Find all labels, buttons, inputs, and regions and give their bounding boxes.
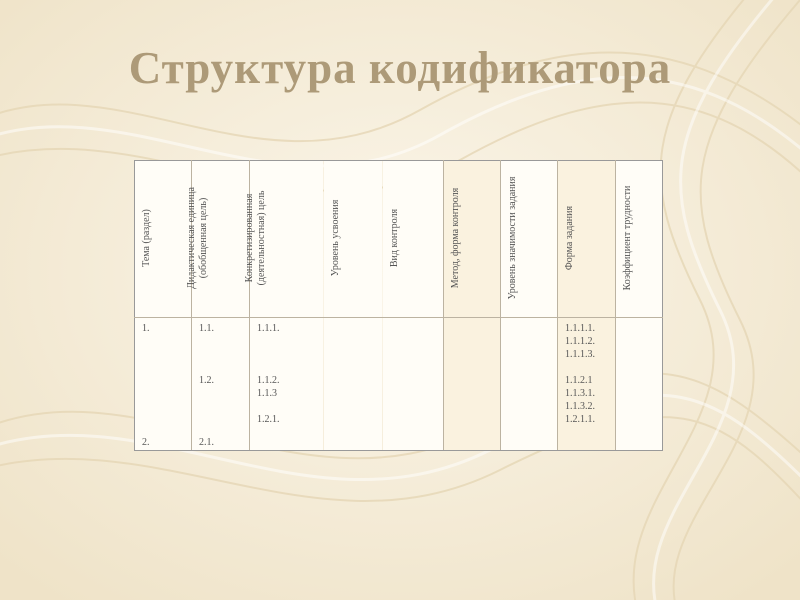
unit-code: 1.1. [199,323,214,334]
goal-code: 1.1.3 [257,388,277,399]
slide-title: Структура кодификатора [128,43,672,93]
topic-code: 2. [142,437,150,448]
unit-codes [199,322,214,387]
form-code: 1.1.3.1. [565,388,595,399]
form-code: 1.1.2.1 [565,375,593,386]
cell-didactic-unit [192,318,250,451]
cell-control-type [383,318,444,451]
cell-significance-level [501,318,558,451]
column-header-difficulty [616,161,663,318]
column-header-label: Уровень значимости задания [507,176,518,300]
cell-concrete-goal [250,318,324,451]
form-codes [565,322,595,426]
cell-mastery-level [324,318,383,451]
goal-code: 1.1.2. [257,375,280,386]
column-header-label: Дидактическая единица (обобщенная цель) [186,187,209,289]
cell-control-method [444,318,501,451]
table-header-row [135,161,663,318]
unit-code: 2.1. [199,437,214,448]
column-header-task-form [558,161,616,318]
cell-task-form [558,318,616,451]
column-header-concrete-goal [244,161,324,318]
column-header-control-method [444,161,501,318]
cell-topic [135,318,192,451]
column-header-topic [135,161,192,318]
form-code: 1.2.1.1. [565,414,595,425]
column-header-significance-level [501,161,558,318]
column-header-control-type [383,161,444,318]
column-header-label: Метод, форма контроля [450,187,461,289]
goal-code: 1.2.1. [257,414,280,425]
column-header-label: Конкретизированная (деятельностная) цель [244,190,267,286]
form-code: 1.1.3.2. [565,401,595,412]
column-header-didactic-unit [186,161,250,318]
table-row [135,318,663,451]
goal-codes [257,322,280,426]
column-header-label: Коэффициент трудности [622,185,633,291]
unit-code: 1.2. [199,375,214,386]
form-code: 1.1.1.2. [565,336,595,347]
form-code: 1.1.1.1. [565,323,595,334]
topic-code: 1. [142,323,150,334]
column-header-label: Уровень усвоения [330,199,341,277]
column-header-label: Форма задания [564,205,575,271]
column-header-label: Вид контроля [389,208,400,268]
form-code: 1.1.1.3. [565,349,595,360]
codifier-table [134,160,663,451]
goal-code: 1.1.1. [257,323,280,334]
column-header-label: Тема (раздел) [141,209,152,267]
column-header-mastery-level [324,161,383,318]
cell-difficulty [616,318,663,451]
topic-codes [142,322,150,335]
